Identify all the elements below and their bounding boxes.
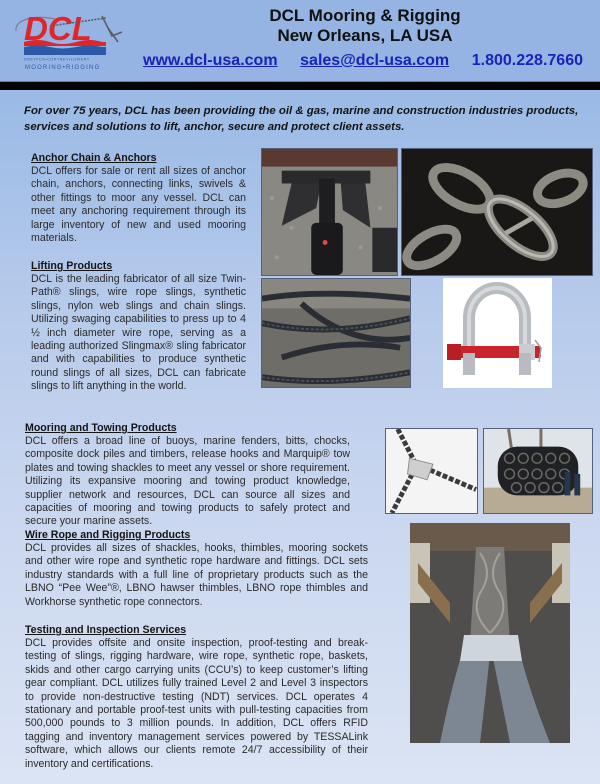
marine-fender-photo — [483, 428, 593, 514]
section-title: Mooring and Towing Products — [25, 422, 177, 434]
contact-bar — [143, 52, 583, 70]
chain-hook-photo — [385, 428, 478, 514]
phone-number: 1.800.228.7660 — [471, 52, 583, 69]
logo-wordmark: DCL — [24, 10, 92, 47]
section-title: Lifting Products — [31, 260, 113, 272]
company-name: DCL Mooring & Rigging — [269, 6, 461, 25]
logo-tagline-small: DREYFUS•CORTNEY•LOWERY — [24, 57, 90, 62]
logo-tagline: MOORING•RIGGING — [25, 65, 101, 71]
company-block — [130, 6, 600, 46]
section-body: DCL is the leading fabricator of all size Twin-Path® slings, wire rope slings, synthetic slings, nylon web slings and chain slings. Utilizing swaging capabilities to press up to 4 ½ inch diameter wire rope, serving as a leading authorized Slingmax® sling fabricator and with capabilities to produce synthetic round slings of all sizes, DCL can fabricate slings to lift anything in the world. — [31, 273, 246, 393]
section-testing-inspection — [25, 623, 368, 771]
section-body: DCL provides all sizes of shackles, hooks, thimbles, mooring sockets and other wire rope and synthetic rope hardware and fittings. DCL sets industry standards with a full line of proprietary products such as the LBNO “Pee Wee”®, LBNO hawser thimbles, LBNO rope thimbles and Workhorse synthetic rope connectors. — [25, 542, 368, 608]
website-link[interactable]: www.dcl-usa.com — [143, 52, 278, 69]
header-divider — [0, 81, 600, 90]
dcl-logo[interactable] — [10, 6, 130, 72]
anchor-photo — [261, 148, 398, 276]
section-body: DCL offers a broad line of buoys, marine fenders, bitts, chocks, composite dock piles and timbers, release hooks and Marquip® tow plates and towing shackles to meet any vessel or shore requirement. Utilizing its expansive mooring and towing product knowledge, supplier network and resources, DCL can source all sizes and capacities of mooring and towing products to safely protect and secure your marine assets. — [25, 435, 350, 528]
section-wire-rope — [25, 528, 368, 609]
section-title: Anchor Chain & Anchors — [31, 152, 157, 164]
section-body: DCL offers for sale or rent all sizes of anchor chain, anchors, connecting links, swivels & other fittings to moor any vessel. DCL can meet any anchoring requirement through its large inventory of new and used mooring materials. — [31, 165, 246, 245]
section-title: Testing and Inspection Services — [25, 624, 187, 636]
shackle-photo — [443, 278, 552, 388]
section-body: DCL provides offsite and onsite inspection, proof-testing and break-testing of slings, rigging hardware, wire rope, synthetic rope, baskets, skids and other cargo carrying units (CCU’s) to keep customer’s lifting gear compliant. DCL utilizes fully trained Level 2 and Level 3 inspectors to provide non-destructive testing (NDT) services. DCL operates 4 stationary and portable proof-test units with pull-testing capacities from 500,000 pounds to 3 million pounds. In addition, DCL offers RFID tagging and inventory management services powered by TESSALink software, which allows our clients remote 24/7 accessibility of their inventory and certifications. — [25, 637, 368, 770]
email-link[interactable]: sales@dcl-usa.com — [300, 52, 450, 69]
anchor-chain-photo — [401, 148, 593, 276]
intro-statement: For over 75 years, DCL has been providing the oil & gas, marine and construction industries products, services and solutions to lift, anchor, secure and protect client assets. — [24, 105, 579, 133]
section-anchor-chain — [31, 151, 246, 245]
section-title: Wire Rope and Rigging Products — [25, 529, 191, 541]
section-lifting-products — [31, 259, 246, 394]
company-location: New Orleans, LA USA — [277, 26, 453, 45]
wire-rope-slings-photo — [261, 278, 411, 388]
logo-graphic — [10, 6, 130, 72]
section-mooring-towing — [25, 421, 350, 529]
wire-rope-grommet-photo — [410, 523, 570, 743]
